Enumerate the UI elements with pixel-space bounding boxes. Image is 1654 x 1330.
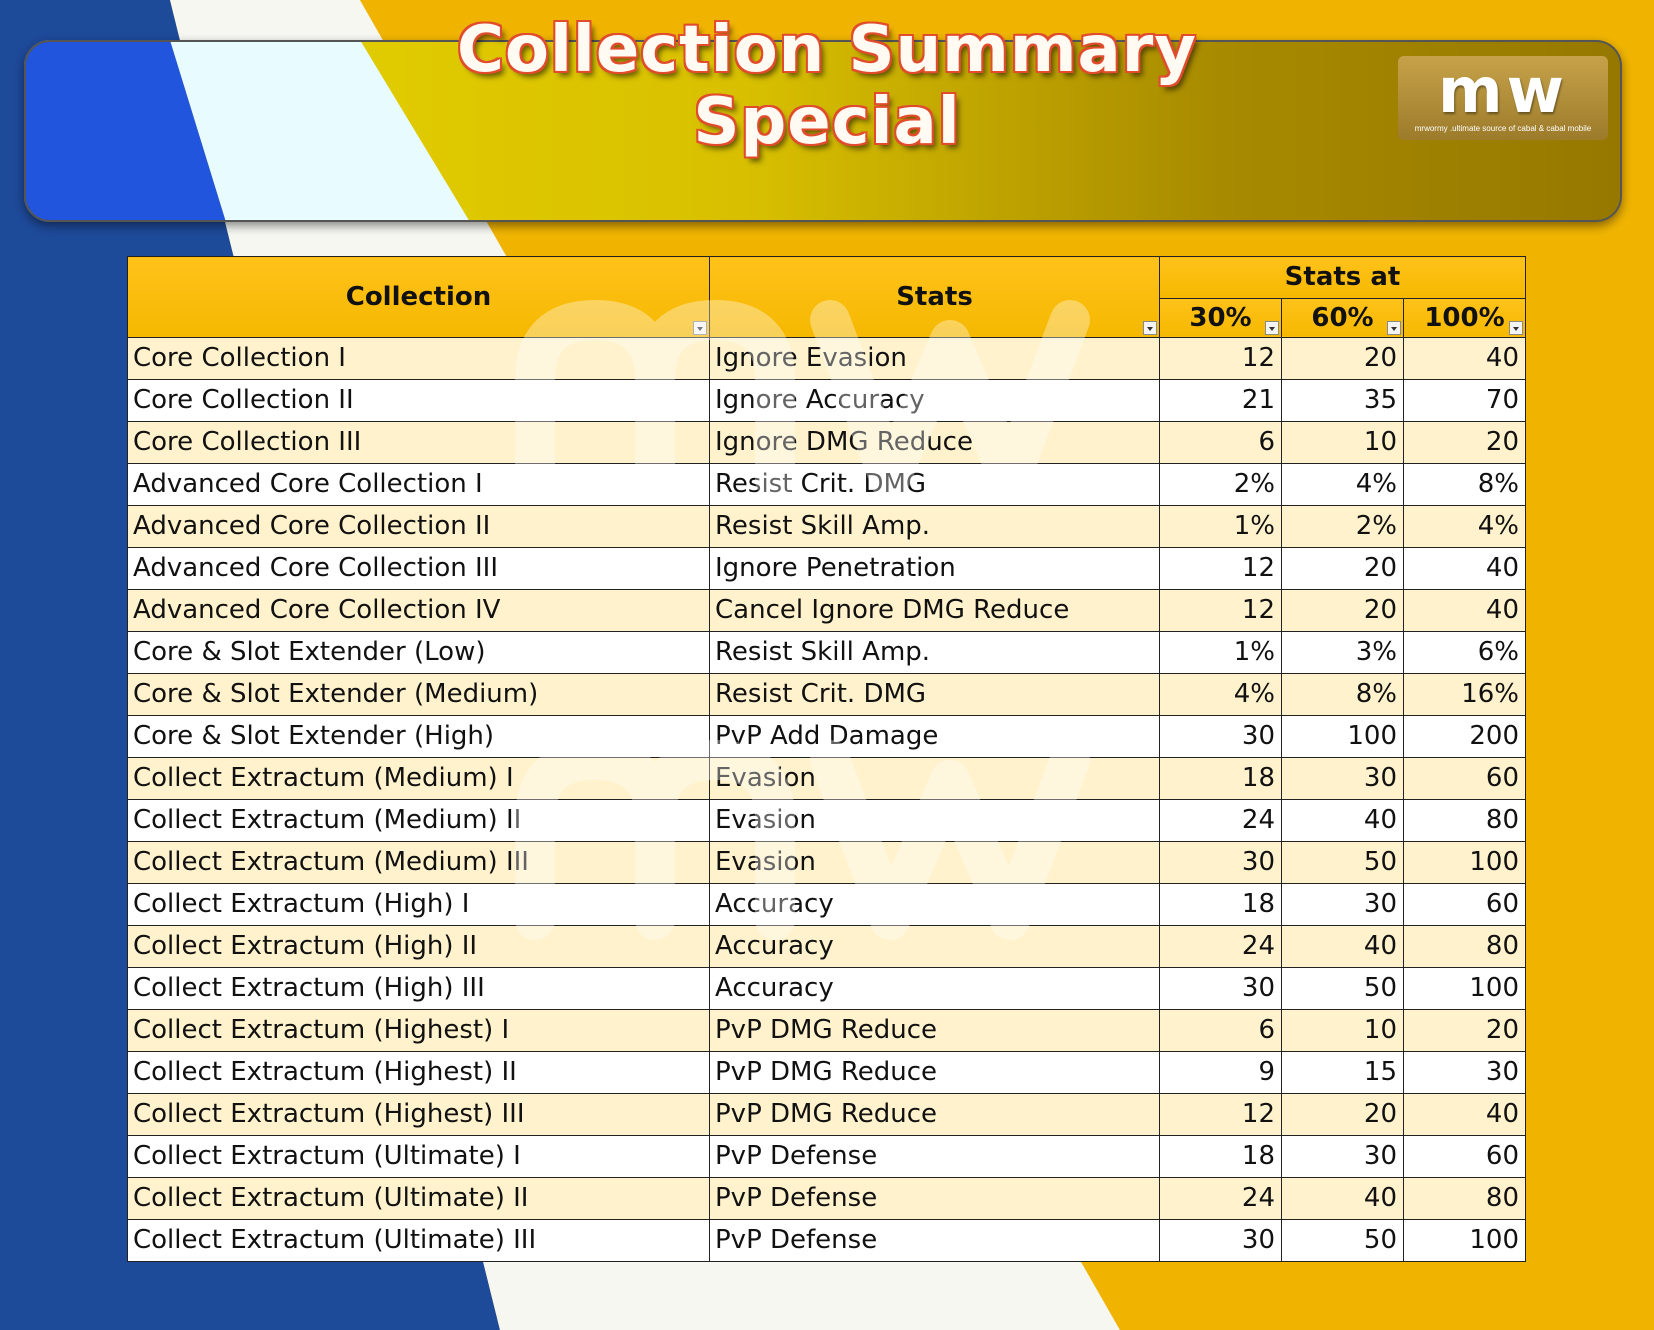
value-100-cell: 40: [1404, 590, 1526, 632]
stat-cell: Evasion: [710, 842, 1160, 884]
table-row: [128, 842, 1526, 884]
value-60-cell: 4%: [1282, 464, 1404, 506]
header-collection: [128, 257, 710, 338]
value-60-cell: 2%: [1282, 506, 1404, 548]
value-100-cell: 4%: [1404, 506, 1526, 548]
value-30-cell: 2%: [1160, 464, 1282, 506]
value-100-cell: 100: [1404, 968, 1526, 1010]
value-60-cell: 50: [1282, 968, 1404, 1010]
header-30-label: 30%: [1189, 302, 1252, 333]
value-30-cell: 24: [1160, 800, 1282, 842]
collection-cell: Collect Extractum (Highest) II: [128, 1052, 710, 1094]
collection-cell: Collect Extractum (Ultimate) I: [128, 1136, 710, 1178]
value-60-cell: 10: [1282, 1010, 1404, 1052]
table-body: [128, 338, 1526, 1262]
stat-cell: Resist Skill Amp.: [710, 632, 1160, 674]
stat-cell: Evasion: [710, 758, 1160, 800]
stat-cell: PvP Defense: [710, 1136, 1160, 1178]
collection-cell: Collect Extractum (Medium) I: [128, 758, 710, 800]
table-row: [128, 926, 1526, 968]
table-row: [128, 1220, 1526, 1262]
stat-cell: Resist Crit. DMG: [710, 674, 1160, 716]
table-row: [128, 884, 1526, 926]
collection-cell: Collect Extractum (High) III: [128, 968, 710, 1010]
stat-cell: Resist Crit. DMG: [710, 464, 1160, 506]
value-30-cell: 6: [1160, 1010, 1282, 1052]
collection-cell: Core Collection III: [128, 422, 710, 464]
value-100-cell: 8%: [1404, 464, 1526, 506]
collection-cell: Core & Slot Extender (Medium): [128, 674, 710, 716]
header-100-percent: [1404, 298, 1526, 338]
value-30-cell: 30: [1160, 842, 1282, 884]
value-100-cell: 16%: [1404, 674, 1526, 716]
stat-cell: PvP Add Damage: [710, 716, 1160, 758]
value-30-cell: 4%: [1160, 674, 1282, 716]
value-30-cell: 12: [1160, 548, 1282, 590]
stat-cell: Accuracy: [710, 968, 1160, 1010]
value-100-cell: 40: [1404, 338, 1526, 380]
value-100-cell: 80: [1404, 1178, 1526, 1220]
value-60-cell: 50: [1282, 842, 1404, 884]
value-60-cell: 40: [1282, 1178, 1404, 1220]
collection-table: [127, 256, 1526, 1262]
value-30-cell: 9: [1160, 1052, 1282, 1094]
table-row: [128, 758, 1526, 800]
value-100-cell: 30: [1404, 1052, 1526, 1094]
value-100-cell: 20: [1404, 1010, 1526, 1052]
header-stats: [710, 257, 1160, 338]
value-100-cell: 60: [1404, 758, 1526, 800]
table-row: [128, 674, 1526, 716]
value-100-cell: 80: [1404, 926, 1526, 968]
filter-dropdown-icon[interactable]: [1387, 321, 1401, 335]
table-row: [128, 632, 1526, 674]
table-row: [128, 1178, 1526, 1220]
header-30-percent: [1160, 298, 1282, 338]
value-100-cell: 100: [1404, 842, 1526, 884]
value-60-cell: 20: [1282, 548, 1404, 590]
value-30-cell: 30: [1160, 968, 1282, 1010]
stat-cell: Accuracy: [710, 926, 1160, 968]
value-60-cell: 8%: [1282, 674, 1404, 716]
collection-cell: Collect Extractum (Medium) III: [128, 842, 710, 884]
table-row: [128, 1052, 1526, 1094]
collection-cell: Advanced Core Collection II: [128, 506, 710, 548]
table-row: [128, 548, 1526, 590]
stat-cell: Ignore Penetration: [710, 548, 1160, 590]
table-row: [128, 590, 1526, 632]
stat-cell: Evasion: [710, 800, 1160, 842]
value-100-cell: 80: [1404, 800, 1526, 842]
value-30-cell: 6: [1160, 422, 1282, 464]
value-60-cell: 20: [1282, 590, 1404, 632]
value-60-cell: 40: [1282, 926, 1404, 968]
stat-cell: PvP DMG Reduce: [710, 1094, 1160, 1136]
collection-cell: Collect Extractum (High) II: [128, 926, 710, 968]
value-60-cell: 10: [1282, 422, 1404, 464]
value-100-cell: 6%: [1404, 632, 1526, 674]
header-60-label: 60%: [1311, 302, 1374, 333]
logo-mark: mw: [1438, 54, 1568, 127]
header-stats-label: Stats: [896, 281, 973, 312]
value-30-cell: 24: [1160, 1178, 1282, 1220]
collection-cell: Advanced Core Collection IV: [128, 590, 710, 632]
value-30-cell: 30: [1160, 1220, 1282, 1262]
stat-cell: Cancel Ignore DMG Reduce: [710, 590, 1160, 632]
stat-cell: PvP Defense: [710, 1178, 1160, 1220]
value-30-cell: 1%: [1160, 632, 1282, 674]
stat-cell: Ignore Accuracy: [710, 380, 1160, 422]
title-line-1: Collection Summary: [457, 13, 1197, 87]
value-30-cell: 12: [1160, 338, 1282, 380]
value-30-cell: 21: [1160, 380, 1282, 422]
header-60-percent: [1282, 298, 1404, 338]
collection-cell: Collect Extractum (Highest) III: [128, 1094, 710, 1136]
collection-cell: Collect Extractum (Ultimate) III: [128, 1220, 710, 1262]
value-60-cell: 30: [1282, 884, 1404, 926]
value-30-cell: 18: [1160, 1136, 1282, 1178]
value-100-cell: 40: [1404, 1094, 1526, 1136]
value-100-cell: 100: [1404, 1220, 1526, 1262]
value-60-cell: 3%: [1282, 632, 1404, 674]
value-100-cell: 200: [1404, 716, 1526, 758]
stat-cell: PvP DMG Reduce: [710, 1052, 1160, 1094]
table-row: [128, 1010, 1526, 1052]
value-100-cell: 40: [1404, 548, 1526, 590]
title-line-2: Special: [693, 85, 961, 159]
filter-dropdown-icon[interactable]: [1265, 321, 1279, 335]
stat-cell: PvP Defense: [710, 1220, 1160, 1262]
table-row: [128, 1136, 1526, 1178]
value-60-cell: 40: [1282, 800, 1404, 842]
stat-cell: Ignore DMG Reduce: [710, 422, 1160, 464]
collection-cell: Core Collection I: [128, 338, 710, 380]
value-30-cell: 18: [1160, 758, 1282, 800]
value-60-cell: 35: [1282, 380, 1404, 422]
stat-cell: Ignore Evasion: [710, 338, 1160, 380]
value-100-cell: 60: [1404, 884, 1526, 926]
table-row: [128, 800, 1526, 842]
header-collection-label: Collection: [345, 281, 492, 312]
collection-cell: Collect Extractum (High) I: [128, 884, 710, 926]
table-row: [128, 1094, 1526, 1136]
stat-cell: Accuracy: [710, 884, 1160, 926]
value-30-cell: 18: [1160, 884, 1282, 926]
filter-dropdown-icon[interactable]: [1143, 321, 1157, 335]
value-60-cell: 100: [1282, 716, 1404, 758]
collection-cell: Collect Extractum (Highest) I: [128, 1010, 710, 1052]
stat-cell: Resist Skill Amp.: [710, 506, 1160, 548]
collection-cell: Collect Extractum (Medium) II: [128, 800, 710, 842]
collection-cell: Core & Slot Extender (High): [128, 716, 710, 758]
mw-logo: [1398, 56, 1608, 140]
filter-dropdown-icon[interactable]: [693, 321, 707, 335]
value-30-cell: 1%: [1160, 506, 1282, 548]
value-100-cell: 20: [1404, 422, 1526, 464]
collection-cell: Collect Extractum (Ultimate) II: [128, 1178, 710, 1220]
logo-tagline: mrwormy .ultimate source of cabal & cabal mobile: [1414, 124, 1592, 133]
collection-cell: Core Collection II: [128, 380, 710, 422]
table-row: [128, 506, 1526, 548]
table-row: [128, 380, 1526, 422]
value-100-cell: 60: [1404, 1136, 1526, 1178]
value-30-cell: 12: [1160, 1094, 1282, 1136]
filter-dropdown-icon[interactable]: [1509, 321, 1523, 335]
table-row: [128, 716, 1526, 758]
value-30-cell: 30: [1160, 716, 1282, 758]
value-60-cell: 20: [1282, 338, 1404, 380]
value-60-cell: 50: [1282, 1220, 1404, 1262]
stat-cell: PvP DMG Reduce: [710, 1010, 1160, 1052]
value-30-cell: 24: [1160, 926, 1282, 968]
value-100-cell: 70: [1404, 380, 1526, 422]
header-100-label: 100%: [1424, 302, 1505, 333]
collection-cell: Advanced Core Collection I: [128, 464, 710, 506]
table-row: [128, 338, 1526, 380]
collection-cell: Core & Slot Extender (Low): [128, 632, 710, 674]
value-60-cell: 20: [1282, 1094, 1404, 1136]
value-60-cell: 30: [1282, 1136, 1404, 1178]
value-60-cell: 30: [1282, 758, 1404, 800]
table-row: [128, 464, 1526, 506]
value-60-cell: 15: [1282, 1052, 1404, 1094]
header-stats-at: Stats at: [1160, 257, 1526, 299]
table-row: [128, 968, 1526, 1010]
value-30-cell: 12: [1160, 590, 1282, 632]
collection-cell: Advanced Core Collection III: [128, 548, 710, 590]
table-row: [128, 422, 1526, 464]
